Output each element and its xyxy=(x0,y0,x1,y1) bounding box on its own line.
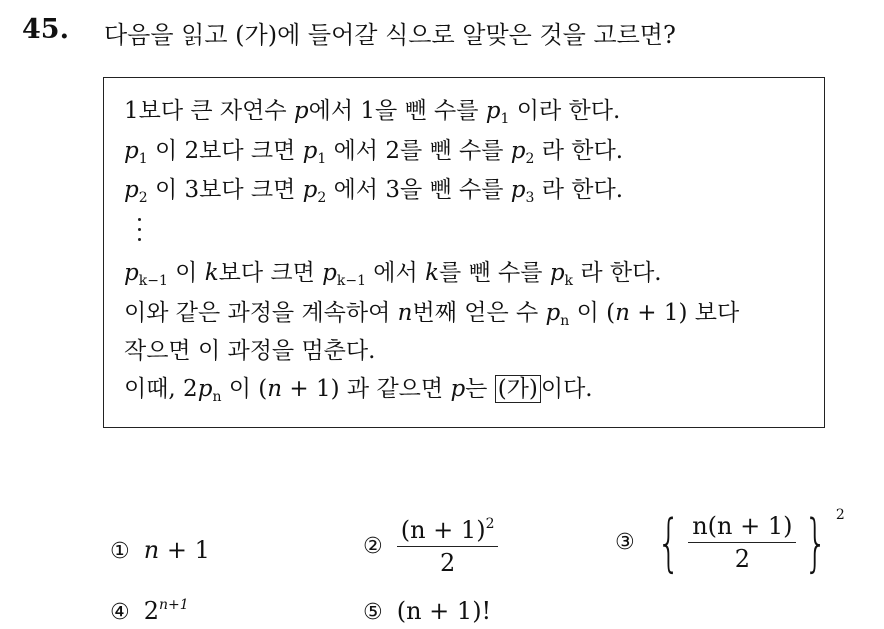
question-text: 다음을 읽고 (가)에 들어갈 식으로 알맞은 것을 고르면? xyxy=(104,21,676,49)
box-line-1: 1보다 큰 자연수 p에서 1을 뺀 수를 $p_1$ 이라 한다. xyxy=(124,98,621,127)
box-line-2: $p_1$ 이 2보다 크면 $p_1$ 에서 2를 뺀 수를 $p_2$ 라 한다. xyxy=(124,138,624,167)
answer-blank: (가) xyxy=(495,375,541,403)
box-line-5: 이와 같은 과정을 계속하여 n번째 얻은 수 $p_n$ 이 (n + 1) 보다 xyxy=(124,300,740,329)
box-line-6: 작으면 이 과정을 멈춘다. xyxy=(124,338,376,364)
vertical-ellipsis xyxy=(138,218,146,248)
choice-2[interactable]: ② $\frac{(n + 1)^2}{2}$ xyxy=(363,516,498,577)
choice-4[interactable]: ④ $2^{n+1}$ xyxy=(110,597,189,625)
question-number: 45. xyxy=(22,14,69,45)
box-line-7: 이때, $2p_n$ 이 (n + 1) 과 같으면 p는 (가) 이다. xyxy=(124,376,593,405)
problem-box xyxy=(103,77,825,428)
choice-3[interactable]: ③ { $\frac{n(n + 1)}{2}$ } $^2$ xyxy=(615,506,845,579)
choice-1[interactable]: ① n + 1 xyxy=(110,536,210,564)
box-line-4: $p_{k-1}$ 이 k보다 크면 $p_{k-1}$ 에서 k를 뺀 수를 $p_k$ 라 한다. xyxy=(124,260,662,289)
choice-5[interactable]: ⑤ (n + 1)! xyxy=(363,597,492,625)
box-line-3: $p_2$ 이 3보다 크면 $p_2$ 에서 3을 뺀 수를 $p_3$ 라 한다. xyxy=(124,177,624,206)
